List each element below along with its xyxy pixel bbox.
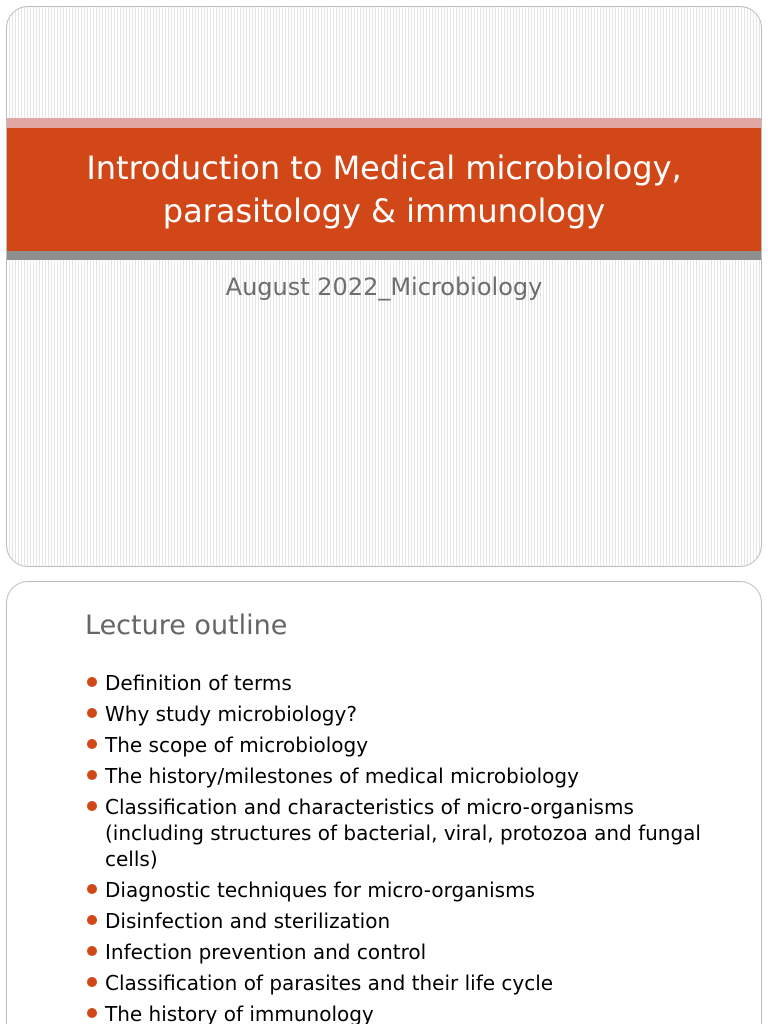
list-item-text: The history of immunology bbox=[105, 1002, 374, 1024]
bullet-dot-icon bbox=[87, 770, 97, 780]
title-band-shadow-stripe bbox=[7, 251, 761, 260]
outline-heading: Lecture outline bbox=[85, 610, 288, 641]
list-item bbox=[85, 763, 725, 789]
title-slide bbox=[6, 6, 762, 567]
list-item bbox=[85, 1001, 725, 1024]
bullet-dot-icon bbox=[87, 915, 97, 925]
slide-title: Introduction to Medical microbiology, parasitology & immunology bbox=[86, 148, 682, 230]
list-item bbox=[85, 908, 725, 934]
list-item bbox=[85, 701, 725, 727]
bullet-dot-icon bbox=[87, 708, 97, 718]
list-item bbox=[85, 670, 725, 696]
list-item bbox=[85, 970, 725, 996]
bullet-dot-icon bbox=[87, 801, 97, 811]
title-band bbox=[7, 128, 761, 251]
bullet-dot-icon bbox=[87, 677, 97, 687]
outline-slide bbox=[6, 581, 762, 1024]
list-item-text: Diagnostic techniques for micro-organisms bbox=[105, 878, 535, 902]
list-item-text: The history/milestones of medical microbiology bbox=[105, 764, 579, 788]
list-item-text: The scope of microbiology bbox=[105, 733, 369, 757]
list-item-text: Definition of terms bbox=[105, 671, 292, 695]
list-item bbox=[85, 877, 725, 903]
bullet-dot-icon bbox=[87, 1008, 97, 1018]
list-item bbox=[85, 939, 725, 965]
list-item-text: Why study microbiology? bbox=[105, 702, 357, 726]
bullet-dot-icon bbox=[87, 884, 97, 894]
bullet-dot-icon bbox=[87, 946, 97, 956]
bullet-dot-icon bbox=[87, 977, 97, 987]
bullet-dot-icon bbox=[87, 739, 97, 749]
list-item-text: Classification and characteristics of micro-organisms (including structures of bacterial, viral, protozoa and fungal cells) bbox=[105, 795, 701, 871]
slide-subtitle: August 2022_Microbiology bbox=[225, 273, 543, 301]
outline-list bbox=[85, 670, 725, 1024]
list-item bbox=[85, 732, 725, 758]
list-item-text: Classification of parasites and their life cycle bbox=[105, 971, 554, 995]
list-item bbox=[85, 794, 725, 872]
list-item-text: Disinfection and sterilization bbox=[105, 909, 391, 933]
list-item-text: Infection prevention and control bbox=[105, 940, 427, 964]
title-band-top-stripe bbox=[7, 118, 761, 128]
